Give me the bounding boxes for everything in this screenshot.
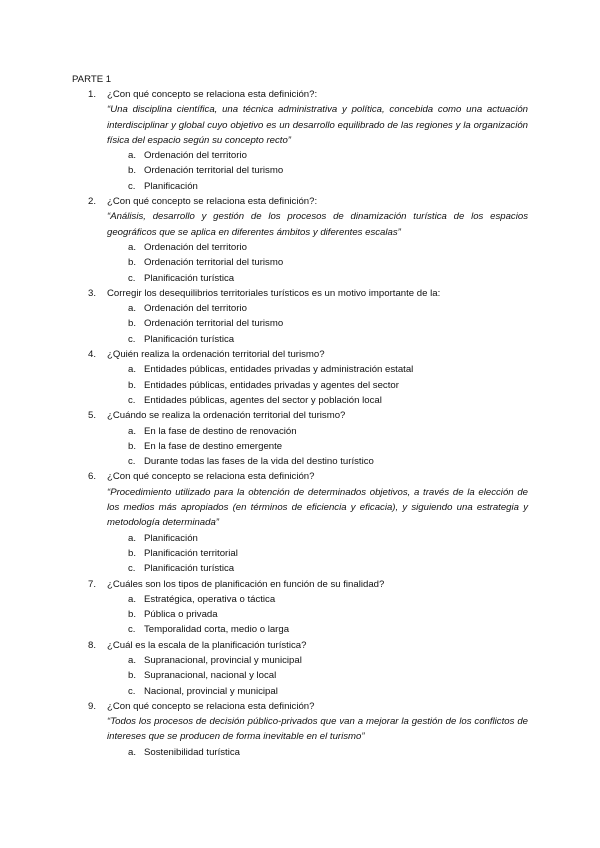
option-letter: c.	[128, 180, 136, 192]
answer-option	[107, 684, 528, 699]
question-item	[0, 469, 600, 576]
question-definition-quote: “Análisis, desarrollo y gestión de los procesos de dinamización turística de los espacios geográficos que se aplica en diferentes ámbitos y diferentes escalas”	[107, 211, 528, 238]
answer-option	[107, 362, 528, 377]
option-text: Ordenación del territorio	[144, 241, 247, 253]
option-letter: a.	[128, 654, 137, 666]
option-text: Ordenación territorial del turismo	[144, 257, 284, 269]
option-text: Pública o privada	[144, 609, 218, 621]
question-number: 6.	[88, 471, 97, 483]
answer-option	[107, 439, 528, 454]
answer-option	[107, 622, 528, 637]
answer-option	[107, 454, 528, 469]
option-text: Nacional, provincial y municipal	[144, 685, 278, 697]
question-definition-quote: “Todos los procesos de decisión público-privados que van a mejorar la gestión de los conflictos de intereses que se producen de forma inevitable en el turismo”	[107, 716, 528, 743]
answer-options	[107, 592, 528, 638]
option-text: Temporalidad corta, medio o larga	[144, 624, 290, 636]
question-text: ¿Cuáles son los tipos de planificación en función de su finalidad?	[107, 578, 385, 590]
answer-option	[107, 561, 528, 576]
option-letter: c.	[128, 333, 136, 345]
option-letter: c.	[128, 685, 136, 697]
answer-options	[107, 531, 528, 577]
answer-options	[107, 240, 528, 286]
question-number: 3.	[88, 287, 97, 299]
option-letter: b.	[128, 670, 137, 682]
question-item	[0, 699, 600, 760]
option-letter: a.	[128, 425, 137, 437]
option-text: En la fase de destino emergente	[144, 440, 283, 452]
option-text: Entidades públicas, entidades privadas y agentes del sector	[144, 379, 399, 391]
option-text: Ordenación territorial del turismo	[144, 165, 284, 177]
answer-option	[107, 148, 528, 163]
answer-options	[107, 362, 528, 408]
part-title: PARTE 1	[72, 74, 112, 85]
answer-options	[107, 424, 528, 470]
question-item	[0, 286, 600, 347]
option-text: Planificación	[144, 180, 198, 192]
question-number: 5.	[88, 410, 97, 422]
option-letter: a.	[128, 241, 137, 253]
question-text: Corregir los desequilibrios territoriales turísticos es un motivo importante de la:	[107, 287, 441, 299]
option-letter: b.	[128, 547, 137, 559]
answer-option	[107, 424, 528, 439]
question-text: ¿Cuál es la escala de la planificación turística?	[107, 639, 307, 651]
answer-option	[107, 546, 528, 561]
question-definition-quote: “Una disciplina científica, una técnica administrativa y política, concebida como una actuación interdisciplinar y global cuyo objetivo es un desarrollo equilibrado de las regiones y la organización física del espacio según su concepto recto”	[107, 104, 528, 146]
answer-options	[107, 745, 528, 760]
answer-option	[107, 301, 528, 316]
question-item	[0, 194, 600, 286]
option-letter: b.	[128, 257, 137, 269]
option-letter: c.	[128, 624, 136, 636]
option-text: Planificación turística	[144, 333, 235, 345]
option-letter: a.	[128, 364, 137, 376]
question-number: 1.	[88, 89, 97, 100]
question-text: ¿Cuándo se realiza la ordenación territorial del turismo?	[107, 410, 346, 422]
answer-option	[107, 668, 528, 683]
option-letter: a.	[128, 303, 137, 315]
question-item	[0, 87, 600, 194]
option-letter: a.	[128, 150, 137, 162]
answer-option	[107, 653, 528, 668]
question-text: ¿Con qué concepto se relaciona esta definición?:	[107, 196, 318, 208]
answer-option	[107, 378, 528, 393]
option-letter: a.	[128, 532, 137, 544]
option-letter: c.	[128, 456, 136, 468]
option-text: Ordenación territorial del turismo	[144, 318, 284, 330]
answer-option	[107, 592, 528, 607]
question-definition-quote: “Procedimiento utilizado para la obtención de determinados objetivos, a través de la elección de los medios más apropiados (en términos de eficiencia y eficacia), y siguiendo una estrategia y metodología determinada”	[107, 486, 528, 529]
answer-options	[107, 653, 528, 699]
question-item	[0, 577, 600, 638]
option-text: Planificación	[144, 532, 198, 544]
answer-options	[107, 148, 528, 194]
option-letter: b.	[128, 440, 137, 452]
question-text: ¿Con qué concepto se relaciona esta definición?	[107, 471, 315, 483]
option-text: Planificación turística	[144, 563, 235, 575]
option-letter: c.	[128, 272, 136, 284]
option-text: Entidades públicas, agentes del sector y población local	[144, 394, 382, 406]
answer-option	[107, 745, 528, 760]
option-text: Supranacional, nacional y local	[144, 670, 277, 682]
option-text: Durante todas las fases de la vida del destino turístico	[144, 456, 374, 468]
answer-option	[107, 179, 528, 194]
question-item	[0, 347, 600, 408]
question-item	[0, 408, 600, 469]
answer-option	[107, 607, 528, 622]
option-text: En la fase de destino de renovación	[144, 425, 297, 437]
option-letter: c.	[128, 563, 136, 575]
answer-option	[107, 332, 528, 347]
question-list	[0, 87, 600, 760]
question-text: ¿Con qué concepto se relaciona esta definición?	[107, 700, 315, 712]
option-text: Entidades públicas, entidades privadas y administración estatal	[144, 364, 414, 376]
option-text: Estratégica, operativa o táctica	[144, 593, 276, 605]
option-text: Supranacional, provincial y municipal	[144, 654, 302, 666]
option-letter: b.	[128, 609, 137, 621]
option-letter: b.	[128, 379, 137, 391]
option-text: Sostenibilidad turística	[144, 746, 240, 758]
question-text: ¿Con qué concepto se relaciona esta definición?:	[107, 89, 318, 100]
answer-option	[107, 393, 528, 408]
question-number: 2.	[88, 196, 97, 208]
option-text: Ordenación del territorio	[144, 150, 247, 162]
option-letter: a.	[128, 746, 137, 758]
question-item	[0, 638, 600, 699]
answer-option	[107, 531, 528, 546]
option-text: Planificación turística	[144, 272, 235, 284]
question-number: 9.	[88, 700, 97, 712]
option-letter: b.	[128, 165, 137, 177]
question-number: 7.	[88, 578, 97, 590]
option-letter: a.	[128, 593, 137, 605]
question-number: 8.	[88, 639, 97, 651]
option-text: Planificación territorial	[144, 547, 238, 559]
option-text: Ordenación del territorio	[144, 303, 247, 315]
answer-options	[107, 301, 528, 347]
option-letter: c.	[128, 394, 136, 406]
answer-option	[107, 240, 528, 255]
option-letter: b.	[128, 318, 137, 330]
question-text: ¿Quién realiza la ordenación territorial del turismo?	[107, 349, 325, 361]
answer-option	[107, 316, 528, 331]
answer-option	[107, 163, 528, 178]
answer-option	[107, 271, 528, 286]
question-number: 4.	[88, 349, 97, 361]
answer-option	[107, 255, 528, 270]
